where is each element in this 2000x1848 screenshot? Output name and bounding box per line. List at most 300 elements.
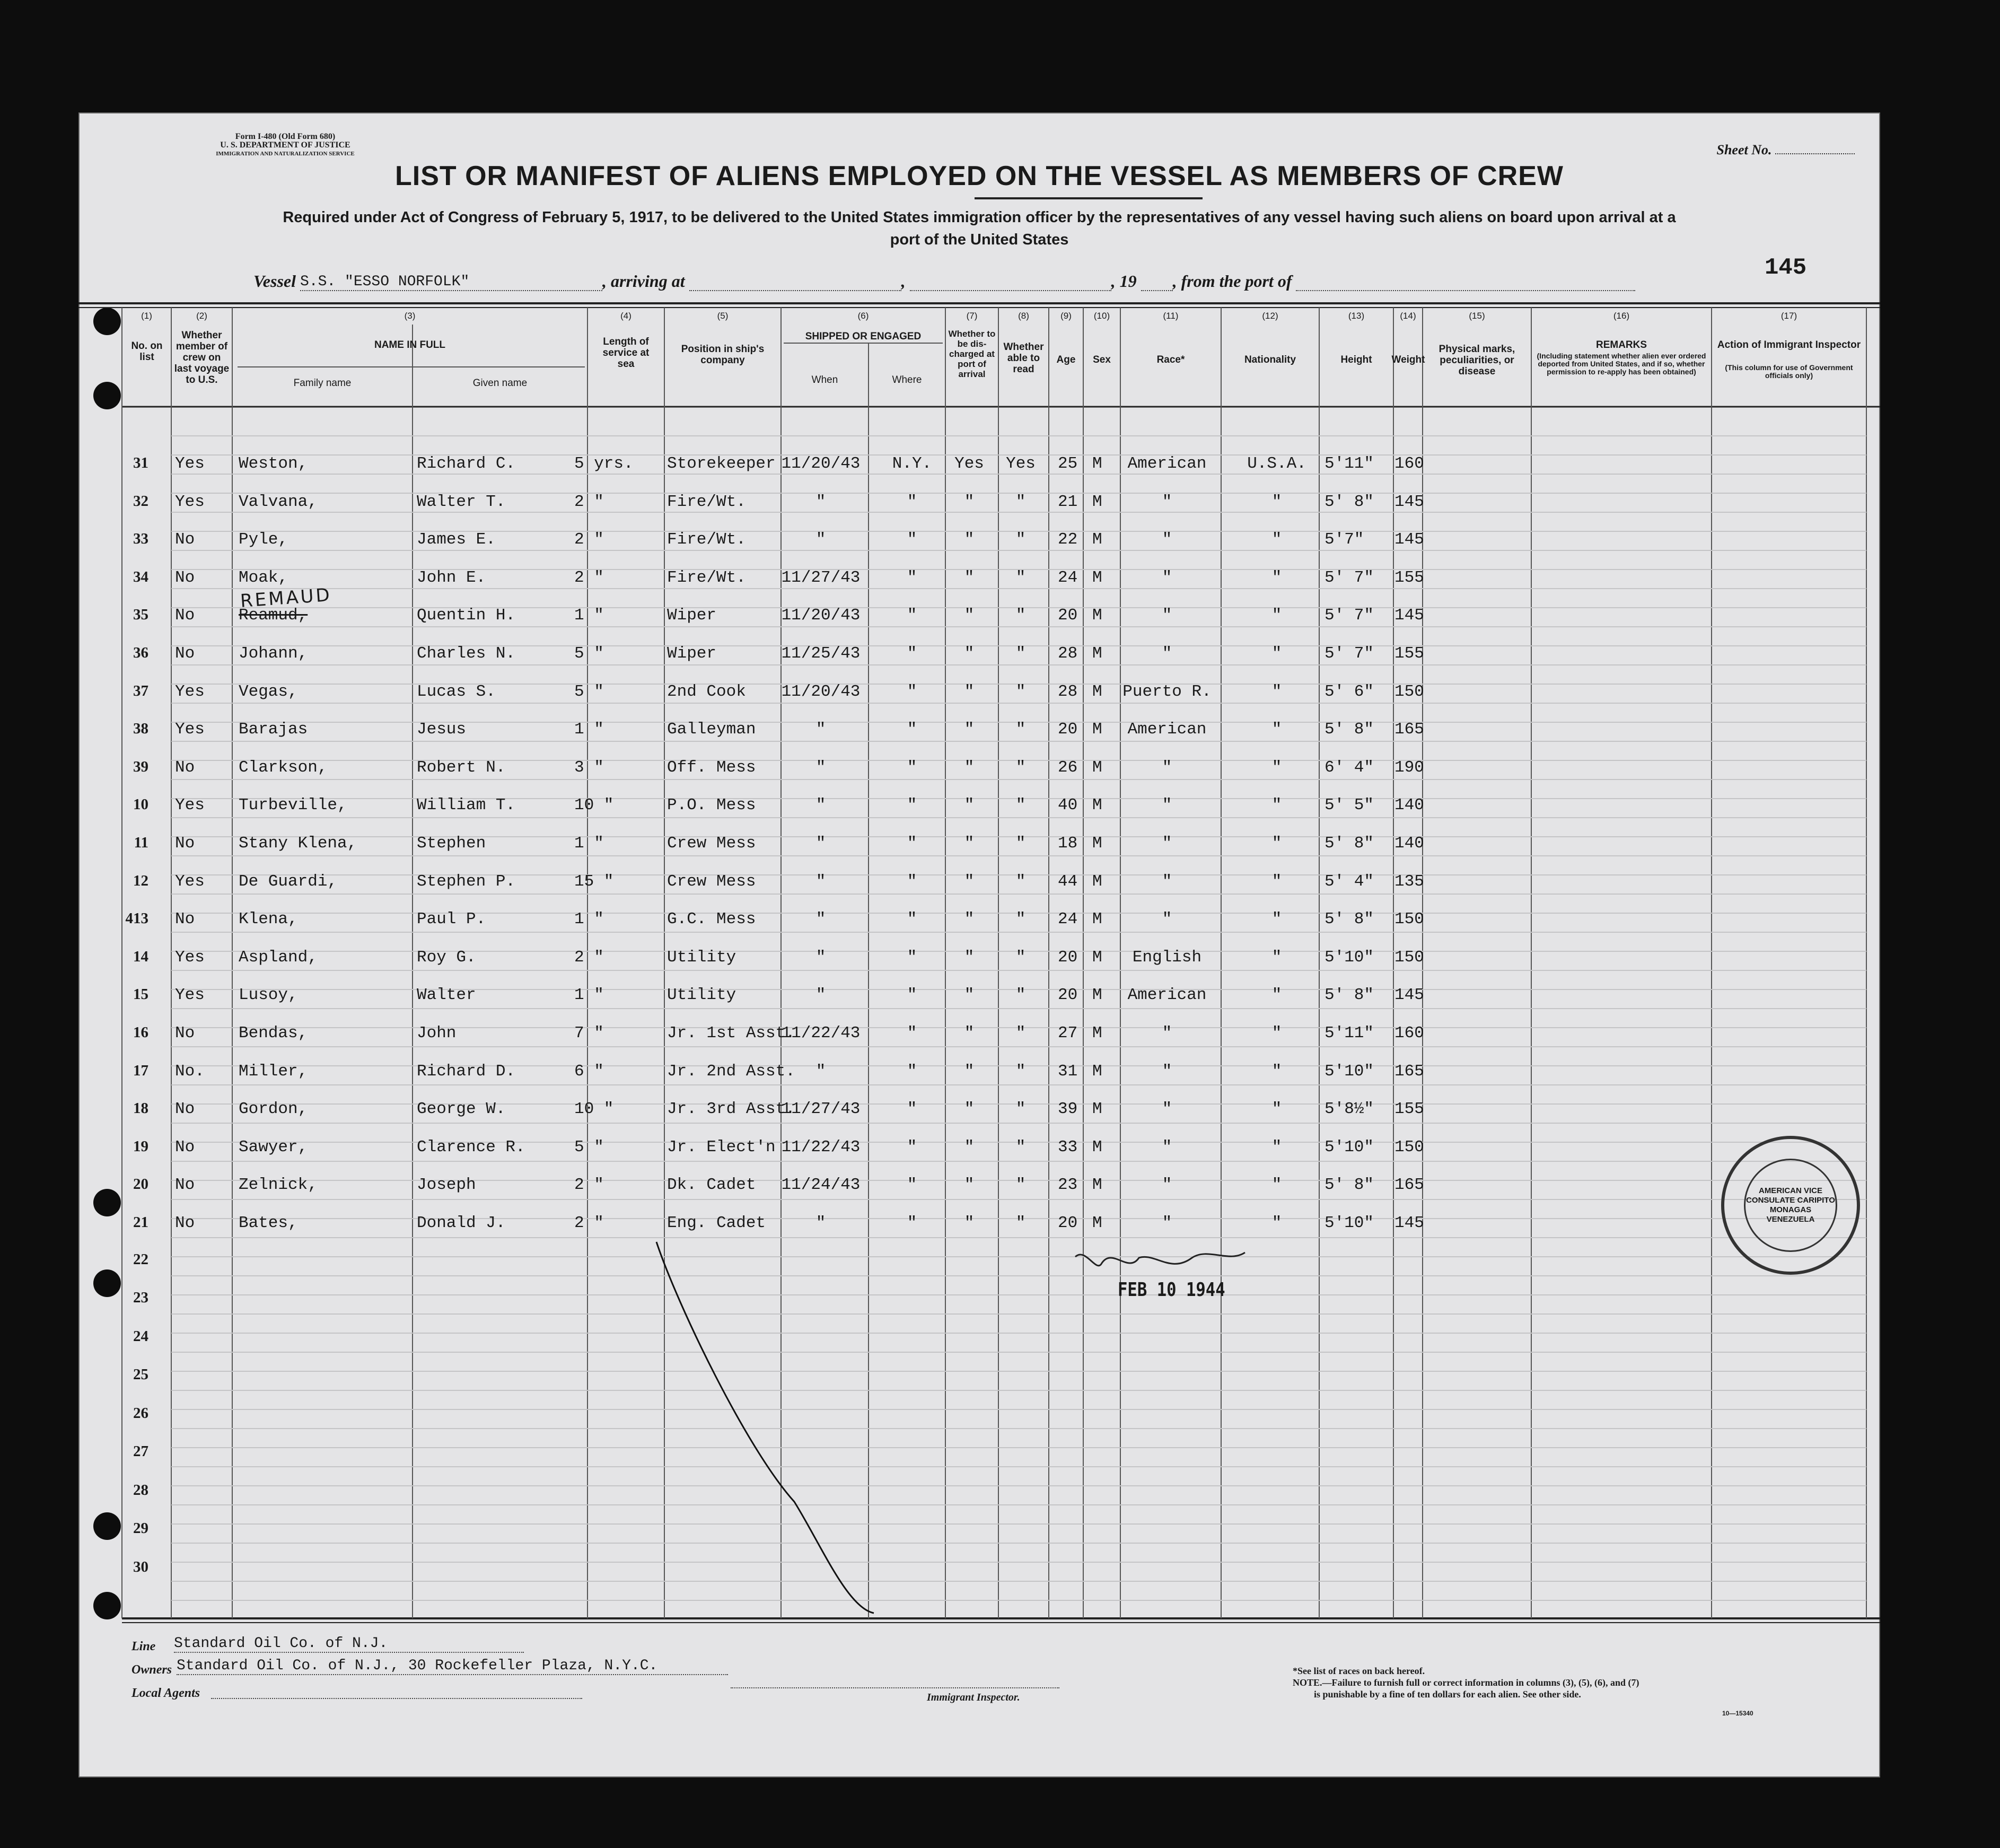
service-cell: 1 ": [574, 834, 604, 853]
discharged-cell: ": [964, 872, 975, 891]
able-to-read-cell: ": [1015, 492, 1026, 511]
family-name-cell: Bates,: [239, 1214, 298, 1232]
race-cell: ": [1162, 758, 1172, 777]
shipped-when-cell: 11/20/43: [781, 606, 861, 625]
family-name-cell: Zelnick,: [239, 1176, 318, 1195]
col5-number: (5): [717, 311, 729, 321]
shipped-when-cell: 11/20/43: [781, 454, 861, 473]
table-row: [78, 1214, 1880, 1246]
empty-line-number: 23: [133, 1289, 148, 1307]
discharged-cell: ": [964, 1137, 975, 1157]
sex-cell: M: [1092, 530, 1102, 549]
service-cell: 5 yrs.: [574, 454, 634, 473]
prior-voyage-cell: Yes: [175, 872, 205, 891]
shipped-where-cell: ": [907, 644, 917, 663]
line-value: Standard Oil Co. of N.J.: [174, 1635, 524, 1653]
table-row: [78, 606, 1880, 638]
col16-number: (16): [1613, 311, 1630, 321]
height-cell: 5' 6": [1324, 682, 1374, 701]
weight-cell: 165: [1394, 1062, 1424, 1081]
given-name-cell: John E.: [417, 568, 486, 587]
shipped-when-cell: ": [815, 948, 826, 967]
prior-voyage-cell: Yes: [175, 492, 205, 511]
age-cell: 22: [1058, 530, 1078, 549]
race-cell: ": [1162, 796, 1172, 815]
local-agents-label: Local Agents: [131, 1686, 200, 1700]
sex-cell: M: [1092, 720, 1102, 739]
inspector-signature-line: [731, 1687, 1059, 1688]
prior-voyage-cell: No: [175, 644, 195, 663]
service-cell: 1 ": [574, 720, 604, 739]
sex-cell: M: [1092, 454, 1102, 473]
sex-cell: M: [1092, 1137, 1102, 1157]
discharged-cell: ": [964, 492, 975, 511]
row-number: 38: [133, 720, 148, 738]
shipped-when-cell: 11/24/43: [781, 1176, 861, 1195]
table-row: [78, 493, 1880, 524]
nationality-cell: ": [1271, 1024, 1282, 1043]
nationality-cell: ": [1271, 644, 1282, 663]
col17-note: (This column for use of Government officials only): [1725, 363, 1853, 380]
page-title: LIST OR MANIFEST OF ALIENS EMPLOYED ON THE VESSEL AS MEMBERS OF CREW: [395, 161, 1564, 191]
discharged-cell: Yes: [954, 454, 984, 473]
service-cell: 2 ": [574, 530, 604, 549]
empty-line-number: 28: [133, 1481, 148, 1499]
col4-number: (4): [620, 311, 631, 321]
race-cell: Puerto R.: [1122, 682, 1212, 701]
col16-header: REMARKS: [1595, 339, 1647, 351]
position-cell: Wiper: [667, 644, 717, 663]
given-name-cell: Jesus: [417, 720, 467, 739]
race-cell: American: [1127, 720, 1207, 739]
family-name-cell: Stany Klena,: [239, 834, 357, 853]
shipped-when-cell: 11/22/43: [781, 1024, 861, 1043]
line-label: Line: [131, 1640, 156, 1653]
table-row: [78, 948, 1880, 980]
age-cell: 23: [1058, 1176, 1078, 1195]
height-cell: 5' 8": [1324, 720, 1374, 739]
age-cell: 18: [1058, 834, 1078, 853]
position-cell: G.C. Mess: [667, 910, 756, 929]
nationality-cell: ": [1271, 1062, 1282, 1081]
service-cell: 1 ": [574, 606, 604, 625]
consulate-seal: [1721, 1136, 1860, 1275]
age-cell: 20: [1058, 720, 1078, 739]
age-cell: 26: [1058, 758, 1078, 777]
weight-cell: 150: [1394, 910, 1424, 929]
given-name-cell: Joseph: [417, 1176, 476, 1195]
family-name-cell: Gordon,: [239, 1100, 308, 1119]
discharged-cell: ": [964, 948, 975, 967]
row-number: 12: [133, 872, 148, 889]
shipped-where-cell: ": [907, 720, 917, 739]
from-port-label: , from the port of: [1172, 271, 1292, 291]
race-cell: ": [1162, 644, 1172, 663]
height-cell: 6' 4": [1324, 758, 1374, 777]
position-cell: Eng. Cadet: [667, 1214, 766, 1232]
position-cell: Storekeeper: [667, 454, 776, 473]
service-cell: 2 ": [574, 1214, 604, 1232]
col8-number: (8): [1018, 311, 1029, 321]
family-name-cell: Moak,: [239, 568, 288, 587]
height-cell: 5'7": [1324, 530, 1364, 549]
sex-cell: M: [1092, 872, 1102, 891]
vessel-line: Vessel S.S. "ESSO NORFOLK" , arriving at , , 19 , from the port of: [253, 271, 1635, 291]
prior-voyage-cell: No.: [175, 1062, 205, 1081]
row-number: 15: [133, 986, 148, 1003]
weight-cell: 145: [1394, 986, 1424, 1005]
col10-number: (10): [1093, 311, 1110, 321]
discharged-cell: ": [964, 1024, 975, 1043]
shipped-where-cell: ": [907, 872, 917, 891]
year-label: , 19: [1111, 271, 1137, 291]
col13-header: Height: [1340, 354, 1372, 365]
service-cell: 7 ": [574, 1024, 604, 1043]
weight-cell: 155: [1394, 1100, 1424, 1119]
shipped-where-cell: ": [907, 758, 917, 777]
shipped-when-cell: ": [815, 872, 826, 891]
race-cell: ": [1162, 872, 1172, 891]
form-code: 10—15340: [1722, 1710, 1753, 1717]
col8-header: Whether able to read: [1003, 341, 1044, 375]
col7-number: (7): [966, 311, 978, 321]
nationality-cell: ": [1271, 948, 1282, 967]
sex-cell: M: [1092, 1062, 1102, 1081]
age-cell: 20: [1058, 1214, 1078, 1232]
race-cell: ": [1162, 910, 1172, 929]
sex-cell: M: [1092, 758, 1102, 777]
discharged-cell: ": [964, 568, 975, 587]
service-cell: 10 ": [574, 796, 614, 815]
given-name-cell: Roy G.: [417, 948, 476, 967]
height-cell: 5' 7": [1324, 606, 1374, 625]
shipped-when-cell: ": [815, 796, 826, 815]
sex-cell: M: [1092, 568, 1102, 587]
nationality-cell: ": [1271, 1100, 1282, 1119]
able-to-read-cell: ": [1015, 796, 1026, 815]
prior-voyage-cell: Yes: [175, 986, 205, 1005]
col9-number: (9): [1060, 311, 1072, 321]
col17-number: (17): [1780, 311, 1797, 321]
row-number: 21: [133, 1214, 148, 1231]
able-to-read-cell: ": [1015, 720, 1026, 739]
col11-number: (11): [1163, 311, 1179, 321]
nationality-cell: U.S.A.: [1247, 454, 1306, 473]
handwritten-correction: REMAUD: [239, 584, 332, 612]
col12-header: Nationality: [1244, 354, 1296, 365]
position-cell: P.O. Mess: [667, 796, 756, 815]
family-name-cell: Vegas,: [239, 682, 298, 701]
nationality-cell: ": [1271, 568, 1282, 587]
race-cell: ": [1162, 1137, 1172, 1157]
nationality-cell: ": [1271, 758, 1282, 777]
sex-cell: M: [1092, 834, 1102, 853]
nationality-cell: ": [1271, 986, 1282, 1005]
prior-voyage-cell: Yes: [175, 682, 205, 701]
sex-cell: M: [1092, 1214, 1102, 1232]
nationality-cell: ": [1271, 492, 1282, 511]
empty-line-number: 25: [133, 1366, 148, 1383]
service-cell: 3 ": [574, 758, 604, 777]
arriving-label: , arriving at: [602, 271, 685, 291]
table-row: [78, 1138, 1880, 1170]
discharged-cell: ": [964, 1214, 975, 1232]
service-cell: 1 ": [574, 986, 604, 1005]
weight-cell: 165: [1394, 1176, 1424, 1195]
shipped-when-cell: 11/27/43: [781, 1100, 861, 1119]
shipped-where-cell: ": [907, 1214, 917, 1232]
position-cell: Fire/Wt.: [667, 568, 746, 587]
age-cell: 21: [1058, 492, 1078, 511]
able-to-read-cell: ": [1015, 606, 1026, 625]
shipped-when-cell: ": [815, 910, 826, 929]
given-name-cell: Donald J.: [417, 1214, 506, 1232]
age-cell: 40: [1058, 796, 1078, 815]
age-cell: 20: [1058, 948, 1078, 967]
nationality-cell: ": [1271, 910, 1282, 929]
discharged-cell: ": [964, 1100, 975, 1119]
row-number: 39: [133, 758, 148, 775]
prior-voyage-cell: Yes: [175, 948, 205, 967]
sex-cell: M: [1092, 796, 1102, 815]
position-cell: Dk. Cadet: [667, 1176, 756, 1195]
row-number: 20: [133, 1176, 148, 1193]
shipped-where-cell: ": [907, 682, 917, 701]
nationality-cell: ": [1271, 872, 1282, 891]
date-stamp: FEB 10 1944: [1118, 1279, 1225, 1301]
position-cell: Jr. Elect'n: [667, 1137, 776, 1157]
shipped-where-cell: ": [907, 1024, 917, 1043]
empty-line-number: 22: [133, 1250, 148, 1268]
vessel-name: S.S. "ESSO NORFOLK": [300, 274, 602, 291]
sex-cell: M: [1092, 1100, 1102, 1119]
height-cell: 5' 8": [1324, 834, 1374, 853]
col2-number: (2): [196, 311, 207, 321]
race-cell: American: [1127, 454, 1207, 473]
row-number: 10: [133, 796, 148, 813]
table-row: [78, 796, 1880, 828]
family-name-cell: Pyle,: [239, 530, 288, 549]
position-cell: Wiper: [667, 606, 717, 625]
nationality-cell: ": [1271, 834, 1282, 853]
weight-cell: 150: [1394, 948, 1424, 967]
able-to-read-cell: ": [1015, 682, 1026, 701]
race-cell: ": [1162, 568, 1172, 587]
nationality-cell: ": [1271, 1137, 1282, 1157]
position-cell: Fire/Wt.: [667, 492, 746, 511]
col2-header: Whether member of crew on last voyage to U.S.: [174, 330, 230, 386]
weight-cell: 145: [1394, 1214, 1424, 1232]
discharged-cell: ": [964, 1176, 975, 1195]
position-cell: Crew Mess: [667, 872, 756, 891]
row-number: 18: [133, 1100, 148, 1117]
given-name-cell: Quentin H.: [417, 606, 516, 625]
age-cell: 28: [1058, 682, 1078, 701]
table-row: [78, 530, 1880, 562]
subtitle-continued: port of the United States: [890, 231, 1069, 248]
vessel-label: Vessel: [253, 271, 296, 291]
weight-cell: 155: [1394, 568, 1424, 587]
form-number: Form I-480 (Old Form 680): [235, 132, 336, 141]
position-cell: Off. Mess: [667, 758, 756, 777]
prior-voyage-cell: No: [175, 530, 195, 549]
nationality-cell: ": [1271, 1214, 1282, 1232]
shipped-where-cell: ": [907, 1176, 917, 1195]
position-cell: Fire/Wt.: [667, 530, 746, 549]
empty-line-number: 30: [133, 1558, 148, 1575]
owners-label: Owners: [131, 1663, 172, 1677]
position-cell: Crew Mess: [667, 834, 756, 853]
race-cell: ": [1162, 530, 1172, 549]
discharged-cell: ": [964, 1062, 975, 1081]
sex-cell: M: [1092, 644, 1102, 663]
age-cell: 20: [1058, 606, 1078, 625]
service-cell: 2 ": [574, 492, 604, 511]
weight-cell: 145: [1394, 606, 1424, 625]
nationality-cell: ": [1271, 530, 1282, 549]
col1-number: (1): [141, 311, 152, 321]
family-name-cell: Clarkson,: [239, 758, 328, 777]
empty-line-number: 26: [133, 1404, 148, 1422]
row-number: 35: [133, 606, 148, 624]
col10-header: Sex: [1093, 354, 1111, 365]
position-cell: Galleyman: [667, 720, 756, 739]
table-row: [78, 682, 1880, 714]
height-cell: 5'10": [1324, 1137, 1374, 1157]
race-cell: ": [1162, 1024, 1172, 1043]
prior-voyage-cell: No: [175, 758, 195, 777]
given-name-cell: Clarence R.: [417, 1137, 525, 1157]
shipped-when-cell: 11/22/43: [781, 1137, 861, 1157]
height-cell: 5' 8": [1324, 1176, 1374, 1195]
service-cell: 2 ": [574, 1176, 604, 1195]
prior-voyage-cell: No: [175, 568, 195, 587]
family-name-cell: Bendas,: [239, 1024, 308, 1043]
shipped-when-cell: 11/27/43: [781, 568, 861, 587]
height-cell: 5'10": [1324, 948, 1374, 967]
given-name-cell: Walter: [417, 986, 476, 1005]
weight-cell: 165: [1394, 720, 1424, 739]
table-row: [78, 454, 1880, 486]
service-cell: 10 ": [574, 1100, 614, 1119]
row-number: 37: [133, 682, 148, 699]
sex-cell: M: [1092, 606, 1102, 625]
given-name-cell: Paul P.: [417, 910, 486, 929]
given-name-cell: Robert N.: [417, 758, 506, 777]
height-cell: 5' 7": [1324, 568, 1374, 587]
able-to-read-cell: ": [1015, 1024, 1026, 1043]
nationality-cell: ": [1271, 796, 1282, 815]
prior-voyage-cell: No: [175, 606, 195, 625]
given-name-cell: Richard D.: [417, 1062, 516, 1081]
discharged-cell: ": [964, 986, 975, 1005]
position-cell: Jr. 2nd Asst.: [667, 1062, 795, 1081]
table-row: [78, 1024, 1880, 1056]
shipped-when-cell: ": [815, 834, 826, 853]
subtitle: Required under Act of Congress of February 5, 1917, to be delivered to the United States immigration officer by the representatives of any vessel having such aliens on board upon arrival at a: [283, 209, 1676, 226]
service-cell: 1 ": [574, 910, 604, 929]
height-cell: 5' 8": [1324, 910, 1374, 929]
able-to-read-cell: ": [1015, 1176, 1026, 1195]
given-name-cell: James E.: [417, 530, 496, 549]
given-name-cell: Stephen: [417, 834, 486, 853]
col15-number: (15): [1469, 311, 1485, 321]
service-cell: 5 ": [574, 682, 604, 701]
race-cell: ": [1162, 834, 1172, 853]
weight-cell: 145: [1394, 492, 1424, 511]
col17-header: Action of Immigrant Inspector: [1717, 339, 1861, 351]
given-name-cell: Stephen P.: [417, 872, 516, 891]
family-name-cell: Sawyer,: [239, 1137, 308, 1157]
service-cell: 6 ": [574, 1062, 604, 1081]
penalty-note: NOTE.—Failure to furnish full or correct information in columns (3), (5), (6), and (7): [1293, 1677, 1639, 1688]
age-cell: 27: [1058, 1024, 1078, 1043]
given-name-cell: William T.: [417, 796, 516, 815]
races-note: *See list of races on back hereof.: [1293, 1666, 1425, 1676]
weight-cell: 140: [1394, 834, 1424, 853]
col15-header: Physical marks, peculiarities, or disease: [1438, 344, 1515, 377]
sex-cell: M: [1092, 682, 1102, 701]
family-name-cell: Aspland,: [239, 948, 318, 967]
race-cell: ": [1162, 1176, 1172, 1195]
col5-header: Position in ship's company: [681, 344, 765, 366]
col6-header: SHIPPED OR ENGAGED: [805, 331, 922, 342]
family-name-cell: Turbeville,: [239, 796, 347, 815]
shipped-where-cell: ": [907, 1100, 917, 1119]
sheet-number: Sheet No.: [1717, 142, 1855, 158]
table-row: [78, 644, 1880, 676]
table-row: [78, 834, 1880, 866]
sex-cell: M: [1092, 1176, 1102, 1195]
col3-header: NAME IN FULL: [374, 339, 446, 351]
discharged-cell: ": [964, 796, 975, 815]
age-cell: 44: [1058, 872, 1078, 891]
penalty-note-continued: is punishable by a fine of ten dollars for each alien. See other side.: [1314, 1689, 1581, 1700]
race-cell: ": [1162, 606, 1172, 625]
discharged-cell: ": [964, 606, 975, 625]
prior-voyage-cell: Yes: [175, 720, 205, 739]
shipped-where-cell: ": [907, 948, 917, 967]
empty-line-number: 24: [133, 1327, 148, 1345]
age-cell: 24: [1058, 568, 1078, 587]
shipped-when-cell: 11/20/43: [781, 682, 861, 701]
position-cell: Utility: [667, 986, 736, 1005]
discharged-cell: ": [964, 834, 975, 853]
row-number: 33: [133, 530, 148, 548]
age-cell: 28: [1058, 644, 1078, 663]
empty-line-number: 29: [133, 1520, 148, 1537]
shipped-when-cell: ": [815, 986, 826, 1005]
height-cell: 5'10": [1324, 1062, 1374, 1081]
sex-cell: M: [1092, 948, 1102, 967]
family-name-cell: Miller,: [239, 1062, 308, 1081]
where-header: Where: [892, 374, 922, 386]
row-number: 36: [133, 644, 148, 661]
page-number: 145: [1765, 255, 1807, 281]
table-row: [78, 720, 1880, 752]
col1-header: No. on list: [131, 340, 163, 363]
col16-note: (Including statement whether alien ever ordered deported from United States, and if so, whether permission to re-apply has been obtained): [1537, 352, 1706, 376]
given-name-cell: Richard C.: [417, 454, 516, 473]
height-cell: 5'11": [1324, 454, 1374, 473]
given-name-cell: Lucas S.: [417, 682, 496, 701]
service-cell: 15 ": [574, 872, 614, 891]
prior-voyage-cell: No: [175, 1100, 195, 1119]
shipped-where-cell: N.Y.: [892, 454, 932, 473]
col14-header: Weight: [1391, 354, 1425, 365]
shipped-where-cell: ": [907, 568, 917, 587]
row-number: 31: [133, 454, 148, 471]
